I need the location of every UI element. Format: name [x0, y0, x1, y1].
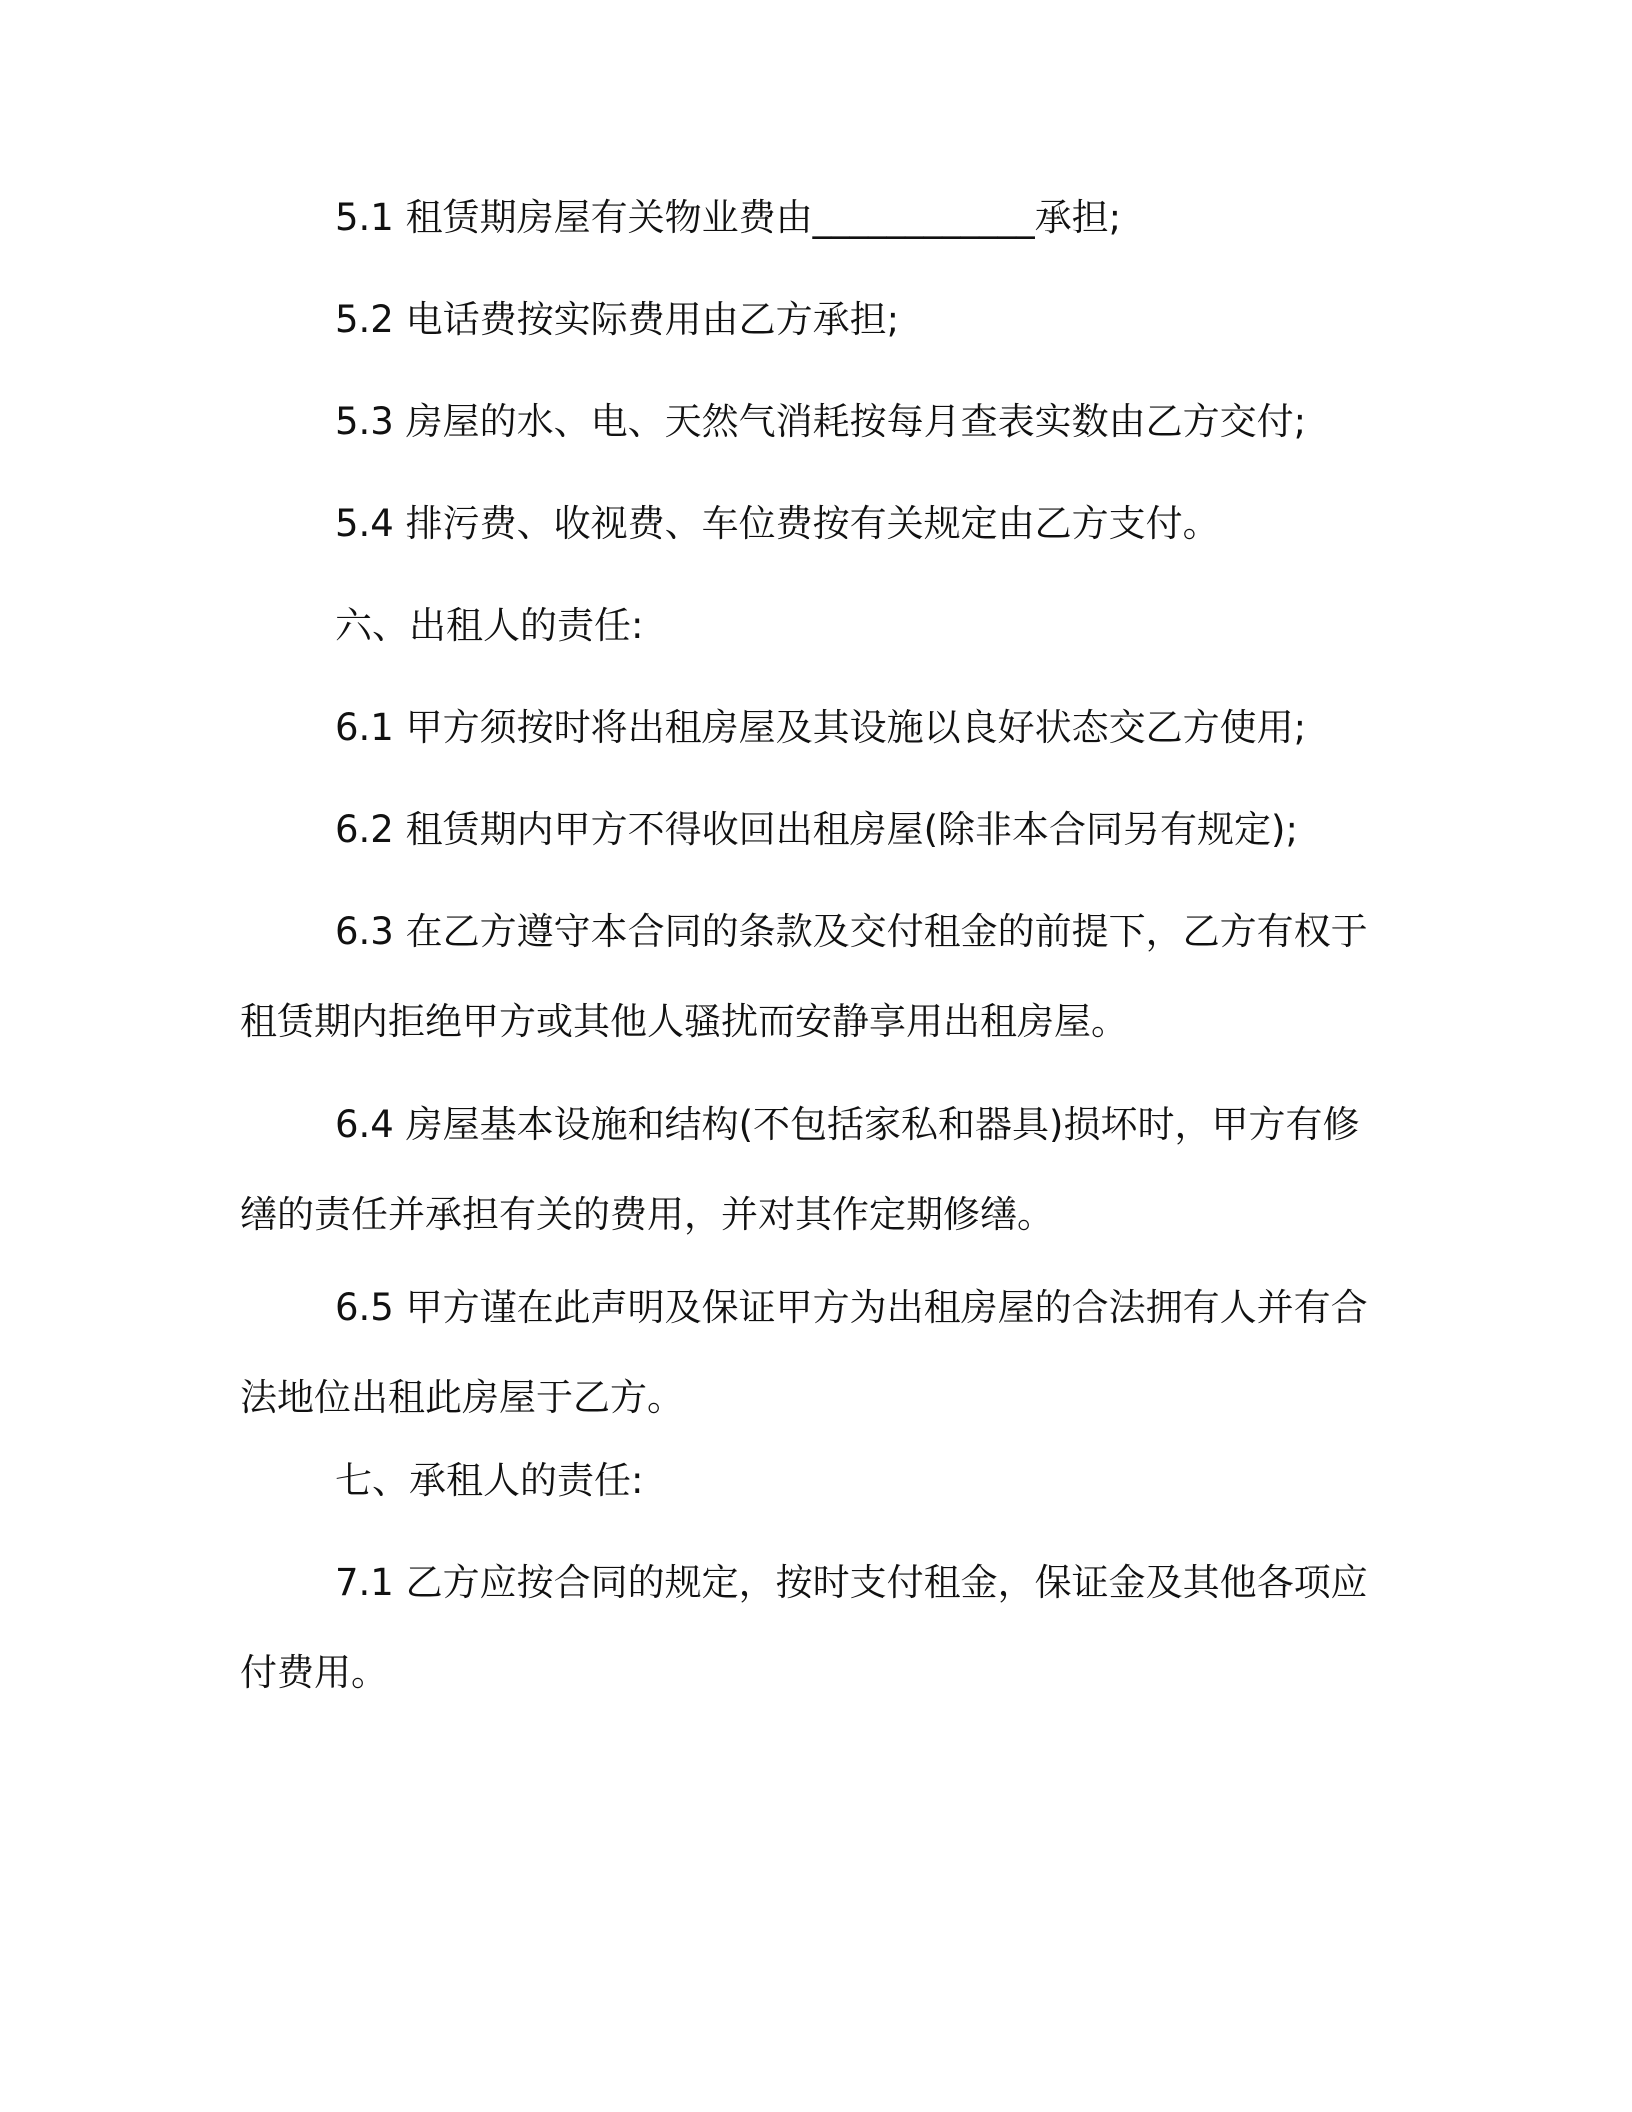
clause-5-3: 5.3 房屋的水、电、天然气消耗按每月查表实数由乙方交付; [335, 400, 1307, 443]
clause-6-3: 6.3 在乙方遵守本合同的条款及交付租金的前提下，乙方有权于租赁期内拒绝甲方或其他人骚扰而安静享用出租房屋。 [240, 910, 1368, 1043]
clause-6-5: 6.5 甲方谨在此声明及保证甲方为出租房屋的合法拥有人并有合法地位出租此房屋于乙方。 [240, 1286, 1368, 1419]
clause-6-1: 6.1 甲方须按时将出租房屋及其设施以良好状态交乙方使用; [335, 706, 1307, 749]
section-heading-7: 七、承租人的责任: [335, 1459, 644, 1502]
section-heading-6: 六、出租人的责任: [335, 604, 644, 647]
clause-5-4: 5.4 排污费、收视费、车位费按有关规定由乙方支付。 [335, 502, 1220, 545]
clause-5-2: 5.2 电话费按实际费用由乙方承担; [335, 298, 900, 341]
clause-7-1: 7.1 乙方应按合同的规定，按时支付租金，保证金及其他各项应付费用。 [240, 1561, 1368, 1694]
clause-5-1: 5.1 租赁期房屋有关物业费由____________承担; [335, 196, 1122, 239]
clause-6-4: 6.4 房屋基本设施和结构(不包括家私和器具)损坏时，甲方有修缮的责任并承担有关的费用，并对其作定期修缮。 [240, 1103, 1360, 1236]
clause-6-2: 6.2 租赁期内甲方不得收回出租房屋(除非本合同另有规定); [335, 808, 1298, 851]
